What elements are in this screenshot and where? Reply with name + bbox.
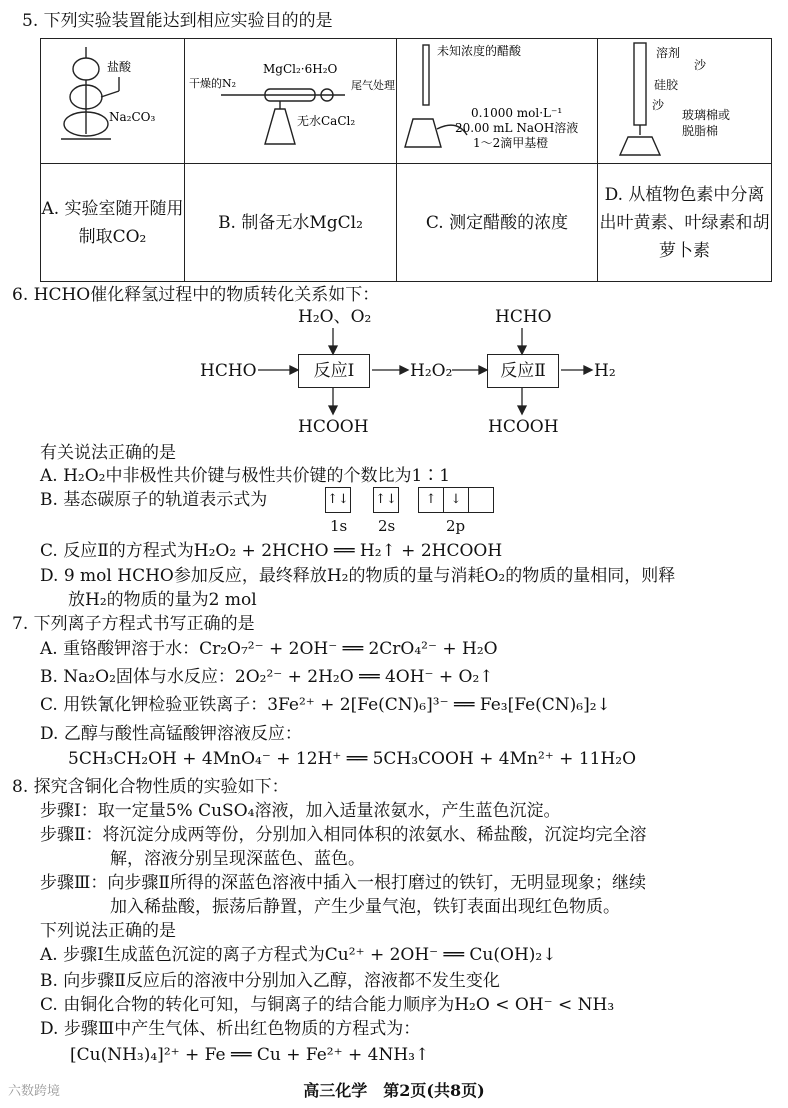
- label-acid: 未知浓度的醋酸: [437, 44, 522, 58]
- q8-option-d-line2: [Cu(NH₃)₄]²⁺ + Fe ══ Cu + Fe²⁺ + 4NH₃↑: [70, 1045, 430, 1065]
- orbital-2p-3: [468, 487, 494, 513]
- q6-option-d-line2: 放H₂的物质的量为2 mol: [68, 590, 257, 610]
- q8-step1: 步骤Ⅰ：取一定量5% CuSO₄溶液，加入适量浓氨水，产生蓝色沉淀。: [40, 801, 561, 821]
- scheme-input-1: H₂O、O₂: [298, 307, 372, 327]
- q8-step2-line1: 步骤Ⅱ：将沉淀分成两等份，分别加入相同体积的浓氨水、稀盐酸，沉淀均完全溶: [40, 825, 647, 845]
- q6-option-a: A. H₂O₂中非极性共价键与极性共价键的个数比为1∶1: [40, 466, 451, 486]
- reaction-1-box: 反应Ⅰ: [298, 354, 370, 388]
- q8-option-a: A. 步骤Ⅰ生成蓝色沉淀的离子方程式为Cu²⁺ + 2OH⁻ ══ Cu(OH)₂↓: [40, 945, 557, 965]
- q8-step3-line1: 步骤Ⅲ：向步骤Ⅱ所得的深蓝色溶液中插入一根打磨过的铁钉，无明显现象；继续: [40, 873, 646, 893]
- label-sand-bottom: 沙: [652, 98, 665, 112]
- drying-apparatus: [185, 39, 396, 159]
- label-cotton: 脱脂棉: [682, 124, 719, 138]
- label-2s: 2s: [378, 517, 396, 535]
- q8-option-d-line1: D. 步骤Ⅲ中产生气体、析出红色物质的方程式为：: [40, 1019, 421, 1039]
- page-footer: 高三化学 第2页(共8页): [303, 1081, 485, 1100]
- orbital-2s: ↑↓: [373, 487, 399, 513]
- q7-option-c: C. 用铁氰化钾检验亚铁离子：3Fe²⁺ + 2[Fe(CN)₆]³⁻ ══ Fe₃[Fe(CN)₆]₂↓: [40, 695, 611, 715]
- q5-stem: 5. 下列实验装置能达到相应实验目的的是: [22, 11, 333, 31]
- scheme-mid: H₂O₂: [410, 361, 453, 381]
- watermark: 六数跨境: [8, 1084, 61, 1099]
- q6-lead: 有关说法正确的是: [40, 443, 176, 463]
- q8-option-c: C. 由铜化合物的转化可知，与铜离子的结合能力顺序为H₂O < OH⁻ < NH₃: [40, 995, 615, 1015]
- label-hcl: 盐酸: [107, 60, 132, 74]
- q7-option-d-line2: 5CH₃CH₂OH + 4MnO₄⁻ + 12H⁺ ══ 5CH₃COOH + 4Mn²⁺ + 11H₂O: [68, 749, 637, 769]
- q7-option-b: B. Na₂O₂固体与水反应：2O₂²⁻ + 2H₂O ══ 4OH⁻ + O₂↑: [40, 667, 494, 687]
- q6-stem: 6. HCHO催化释氢过程中的物质转化关系如下：: [12, 285, 380, 305]
- q5-fig-c: [397, 39, 598, 164]
- q7-option-a: A. 重铬酸钾溶于水：Cr₂O₇²⁻ + 2OH⁻ ══ 2CrO₄²⁻ + H₂O: [40, 639, 498, 659]
- q5-fig-d: [598, 39, 772, 164]
- q6-option-b: B. 基态碳原子的轨道表示式为: [40, 490, 268, 510]
- scheme-output-1: HCOOH: [298, 417, 369, 437]
- label-indicator: 1～2滴甲基橙: [473, 136, 549, 150]
- label-cacl2: 无水CaCl₂: [297, 114, 356, 128]
- label-naoh: 20.00 mL NaOH溶液: [455, 121, 579, 135]
- q8-lead: 下列说法正确的是: [40, 921, 176, 941]
- label-silica: 硅胶: [654, 78, 679, 92]
- q8-step3-line2: 加入稀盐酸，振荡后静置，产生少量气泡，铁钉表面出现红色物质。: [110, 897, 620, 917]
- q5-option-a: A. 实验室随开随用制取CO₂: [41, 164, 185, 282]
- q6-option-c: C. 反应Ⅱ的方程式为H₂O₂ + 2HCHO ══ H₂↑ + 2HCOOH: [40, 541, 503, 561]
- scheme-input-2: HCHO: [495, 307, 552, 327]
- label-sand-top: 沙: [694, 58, 707, 72]
- label-na2co3: Na₂CO₃: [109, 110, 156, 124]
- q8-step2-line2: 解，溶液分别呈现深蓝色、蓝色。: [110, 849, 365, 869]
- scheme-arrows: [0, 320, 788, 440]
- label-solvent: 溶剂: [656, 46, 681, 60]
- q7-option-d-line1: D. 乙醇与酸性高锰酸钾溶液反应：: [40, 724, 302, 744]
- q5-option-c: C. 测定醋酸的浓度: [397, 164, 598, 282]
- q5-fig-a: [41, 39, 185, 164]
- q5-option-b: B. 制备无水MgCl₂: [185, 164, 397, 282]
- kipps-apparatus: [41, 39, 184, 159]
- label-mgcl2: MgCl₂·6H₂O: [263, 62, 338, 76]
- q5-fig-b: [185, 39, 397, 164]
- q5-table: [40, 38, 772, 282]
- label-conc: 0.1000 mol·L⁻¹: [471, 106, 563, 120]
- q7-stem: 7. 下列离子方程式书写正确的是: [12, 614, 255, 634]
- scheme-end: H₂: [594, 361, 616, 381]
- column-apparatus: [598, 39, 771, 159]
- scheme-start: HCHO: [200, 361, 257, 381]
- orbital-2p-1: ↑: [418, 487, 444, 513]
- q5-option-d: D. 从植物色素中分离出叶黄素、叶绿素和胡萝卜素: [598, 164, 772, 282]
- q8-stem: 8. 探究含铜化合物性质的实验如下：: [12, 777, 289, 797]
- label-1s: 1s: [330, 517, 348, 535]
- q6-option-d-line1: D. 9 mol HCHO参加反应，最终释放H₂的物质的量与消耗O₂的物质的量相同，则释: [40, 566, 676, 586]
- reaction-2-box: 反应Ⅱ: [487, 354, 559, 388]
- q8-option-b: B. 向步骤Ⅱ反应后的溶液中分别加入乙醇，溶液都不发生变化: [40, 971, 500, 991]
- orbital-1s: ↑↓: [325, 487, 351, 513]
- label-exhaust: 尾气处理: [351, 79, 395, 92]
- label-dry-n2: 干燥的N₂: [189, 77, 237, 90]
- titration-apparatus: [397, 39, 597, 159]
- scheme-output-2: HCOOH: [488, 417, 559, 437]
- label-2p: 2p: [446, 517, 466, 535]
- label-wool: 玻璃棉或: [682, 108, 731, 122]
- orbital-2p-2: ↓: [443, 487, 469, 513]
